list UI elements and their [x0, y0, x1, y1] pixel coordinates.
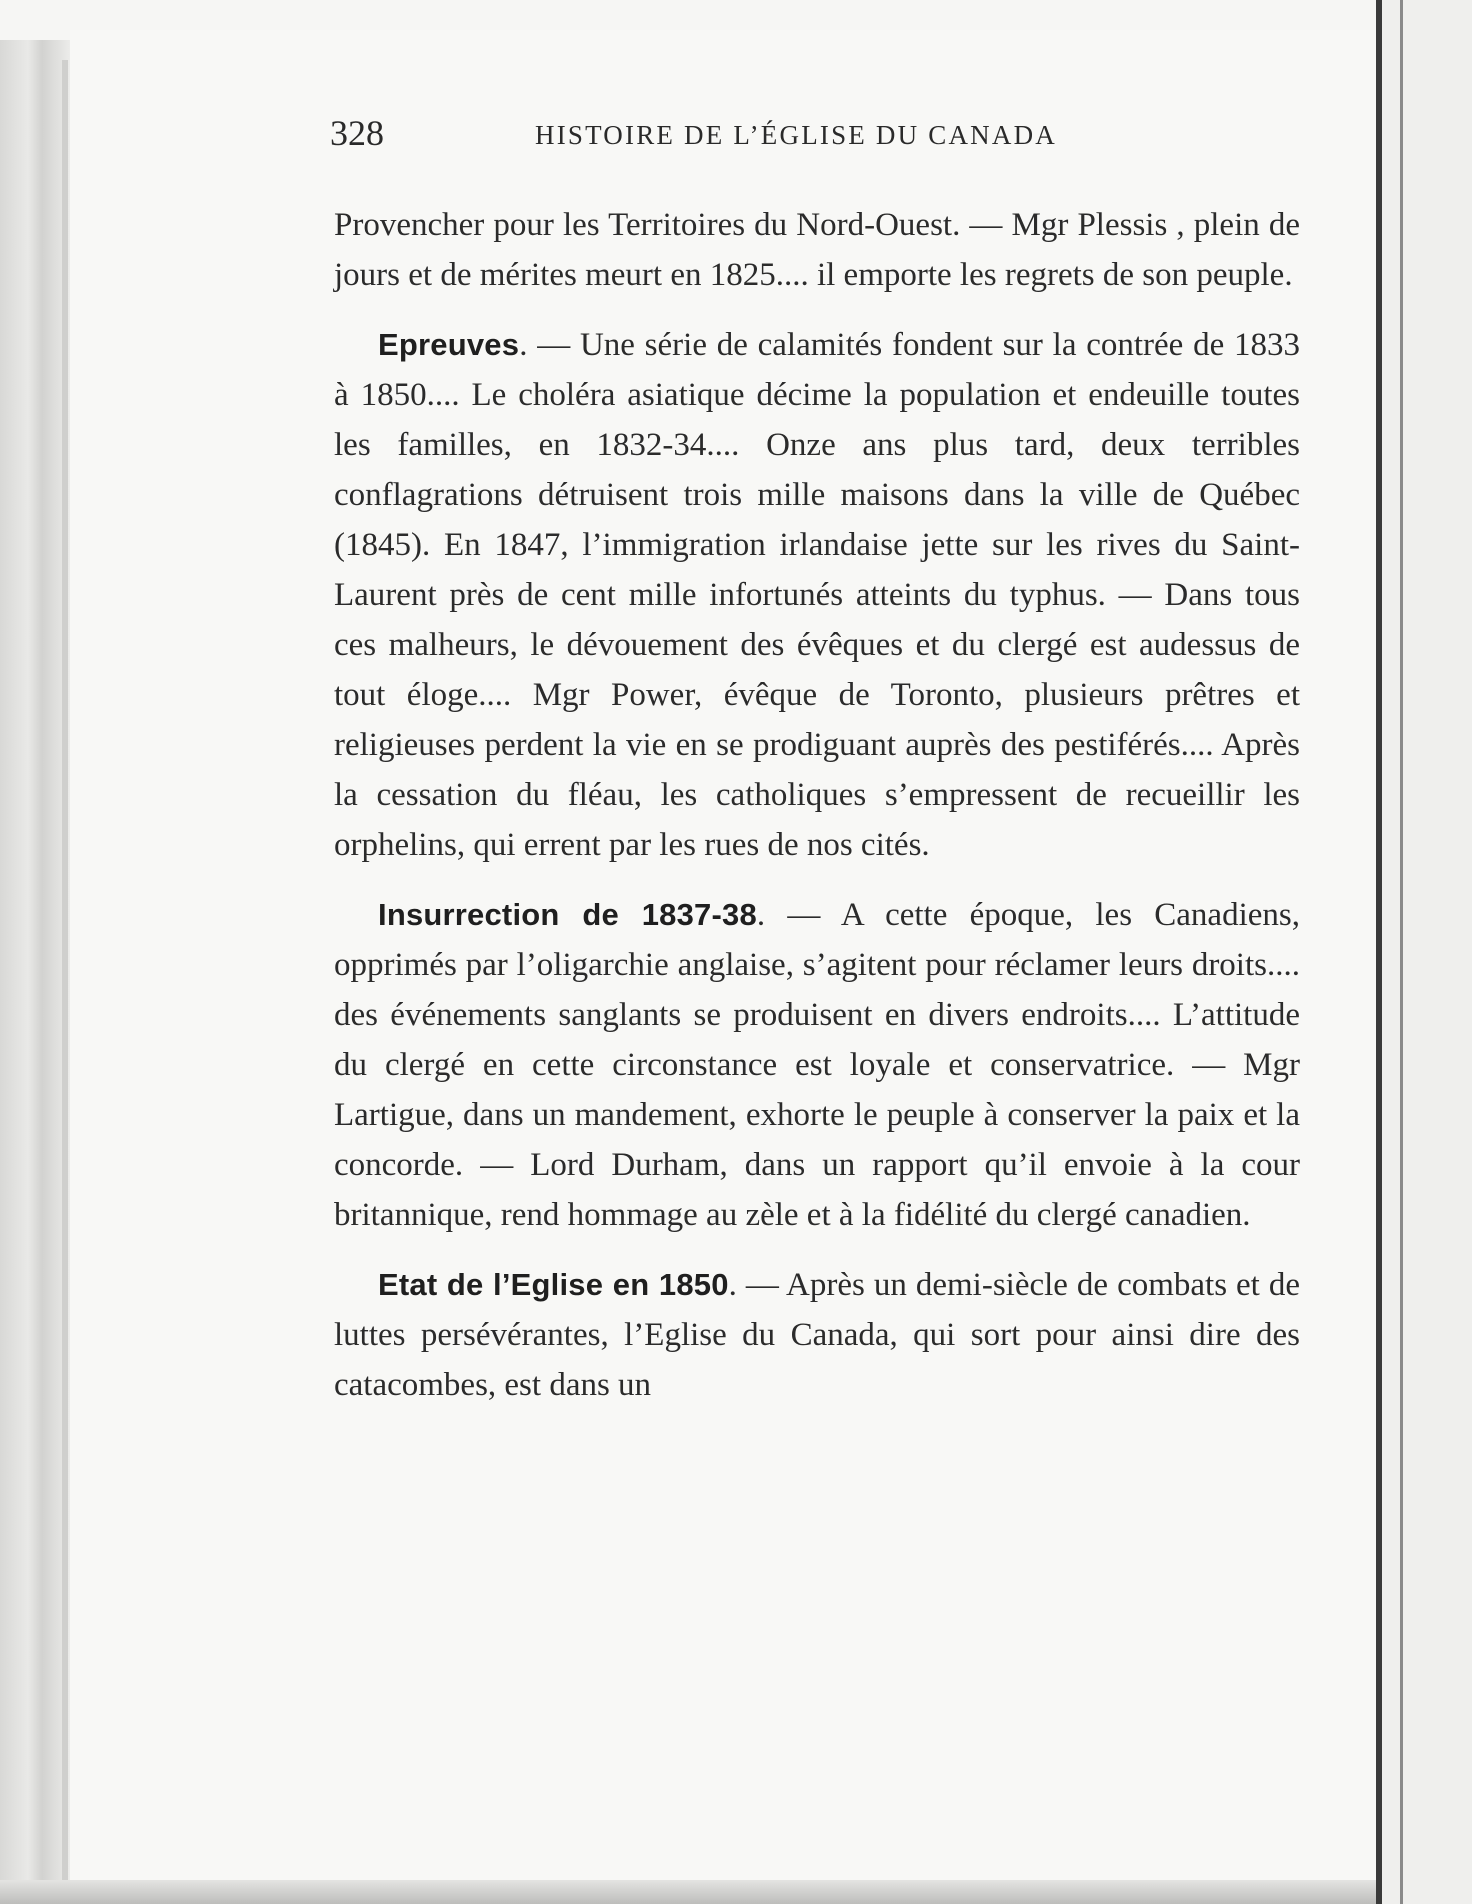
- paragraph-epreuves: [334, 320, 1300, 870]
- running-title: HISTOIRE DE L’ÉGLISE DU CANADA: [535, 120, 1057, 150]
- paragraph-text: . — A cette époque, les Canadiens, opprimés par l’oligarchie anglaise, s’agitent pour réclamer leurs droits.... des événements sanglants se produisent en divers endroits.... L’attitude du clergé en cette circonstance est loyale et conservatrice. — Mgr Lartigue, dans un mandement, exhorte le peuple à conserver la paix et la concorde. — Lord Durham, dans un rapport qu’il envoie à la cour britannique, rend hommage au zèle et à la fidélité du clergé canadien.: [334, 897, 1300, 1233]
- page-body: [334, 200, 1300, 1410]
- paragraph-text: . — Une série de calamités fondent sur la contrée de 1833 à 1850.... Le choléra asiatique décime la population et endeuille toutes les familles, en 1832-34.... Onze ans plus tard, deux terribles conflagrations détruisent trois mille maisons dans la ville de Québec (1845). En 1847, l’immigration irlandaise jette sur les rives du Saint-Laurent près de cent mille infortunés atteints du typhus. — Dans tous ces malheurs, le dévouement des évêques et du clergé est audessus de tout éloge.... Mgr Power, évêque de Toronto, plusieurs prêtres et religieuses perdent la vie en se prodiguant auprès des pestiférés.... Après la cessation du fléau, les catholiques s’empressent de recueillir les orphelins, qui errent par les rues de nos cités.: [334, 327, 1300, 863]
- bottom-page-shadow: [0, 1880, 1376, 1904]
- section-heading: Epreuves: [378, 327, 520, 362]
- section-heading: Etat de l’Eglise en 1850: [378, 1267, 729, 1302]
- book-page-edges: [0, 40, 70, 1904]
- paragraph-insurrection: [334, 890, 1300, 1240]
- page-number: 328: [330, 113, 384, 153]
- adjacent-page-edge: [1400, 0, 1403, 1904]
- paragraph-etat-eglise: [334, 1260, 1300, 1410]
- paragraph-text: . — Après un demi-siècle de combats et de luttes persévérantes, l’Eglise du Canada, qui sort pour ainsi dire des catacombes, est dans un: [334, 1267, 1300, 1403]
- paragraph-text: Provencher pour les Territoires du Nord-Ouest. — Mgr Plessis , plein de jours et de mérites meurt en 1825.... il emporte les regrets de son peuple.: [334, 207, 1300, 293]
- page-header: [330, 112, 1300, 162]
- section-heading: Insurrection de 1837-38: [378, 897, 757, 932]
- spine-shadow: [62, 60, 68, 1904]
- adjacent-page: [1382, 0, 1472, 1904]
- paragraph-continuation: [334, 200, 1300, 300]
